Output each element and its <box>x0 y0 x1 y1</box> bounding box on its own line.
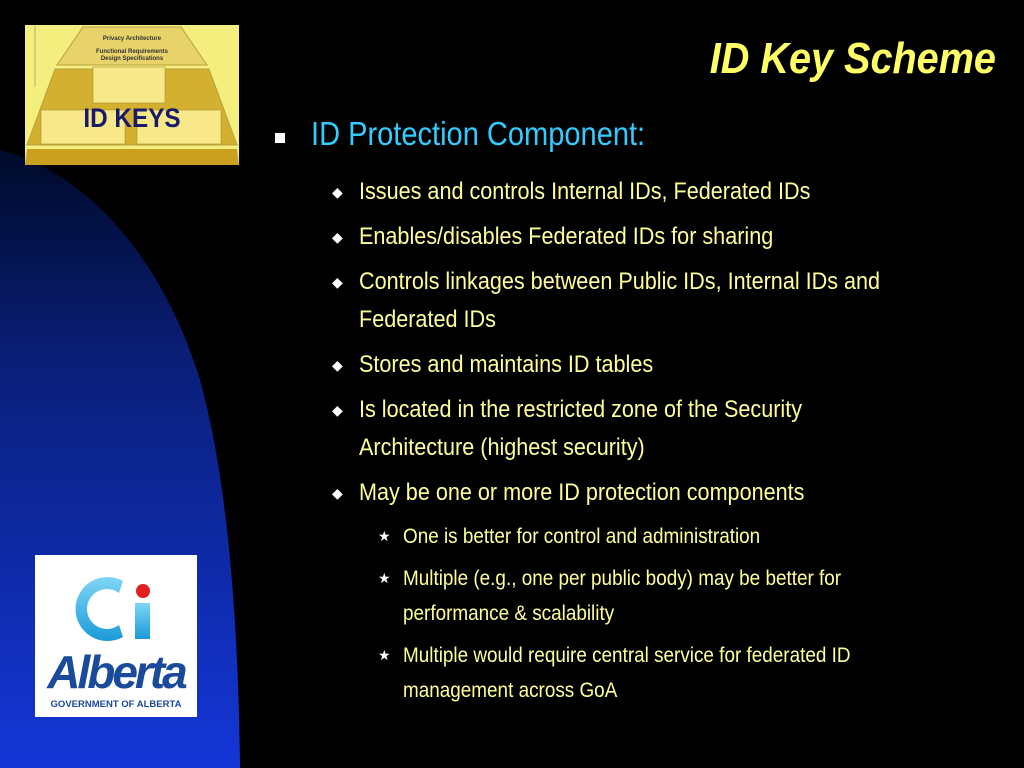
sub-list-item-text: Multiple (e.g., one per public body) may be better for performance & scalability <box>403 567 842 625</box>
thumb-label: ID KEYS <box>83 103 181 133</box>
sub-list-item <box>275 561 983 631</box>
sub-list-item <box>275 519 983 554</box>
list-item-text: Stores and maintains ID tables <box>359 351 654 378</box>
sub-list-item <box>275 638 983 708</box>
star-bullet-icon: ★ <box>378 647 391 663</box>
list-item-text: May be one or more ID protection components <box>359 479 805 506</box>
star-bullet-icon: ★ <box>378 528 391 544</box>
diamond-bullet-icon: ◆ <box>332 357 343 373</box>
list-item <box>275 391 979 467</box>
heading-bullet <box>275 115 995 153</box>
list-item <box>275 346 979 384</box>
list-item-text: Is located in the restricted zone of the Security Architecture (highest security) <box>359 396 803 461</box>
list-item <box>275 263 979 339</box>
diamond-bullet-icon: ◆ <box>332 229 343 245</box>
logo-brand: Alberta <box>47 646 185 698</box>
thumb-line-1: Privacy Architecture <box>102 36 162 42</box>
list-item-text: Enables/disables Federated IDs for sharing <box>359 223 774 250</box>
diamond-bullet-icon: ◆ <box>332 402 343 418</box>
alberta-logo <box>35 555 197 717</box>
list-item-text: Controls linkages between Public IDs, Internal IDs and Federated IDs <box>359 268 881 333</box>
pyramid-diagram <box>25 25 239 165</box>
star-bullet-icon: ★ <box>378 570 391 586</box>
list-item <box>275 218 979 256</box>
diamond-bullet-icon: ◆ <box>332 485 343 501</box>
logo-tagline: GOVERNMENT OF ALBERTA <box>50 699 182 710</box>
list-item-text: Issues and controls Internal IDs, Federated IDs <box>359 178 811 205</box>
thumb-line-2: Functional Requirements <box>95 49 168 55</box>
list-item <box>275 474 979 512</box>
list-item <box>275 173 979 211</box>
sub-list-item-text: Multiple would require central service for federated ID management across GoA <box>403 644 851 702</box>
sub-list-item-text: One is better for control and administration <box>403 525 761 548</box>
diamond-bullet-icon: ◆ <box>332 184 343 200</box>
id-keys-thumbnail <box>25 25 239 165</box>
section-heading: ID Protection Component: <box>311 115 646 152</box>
bullet-content <box>275 115 995 715</box>
slide-title: ID Key Scheme <box>709 34 996 83</box>
thumb-line-3: Design Specifications <box>100 56 164 62</box>
square-bullet-icon <box>275 133 285 143</box>
diamond-bullet-icon: ◆ <box>332 274 343 290</box>
